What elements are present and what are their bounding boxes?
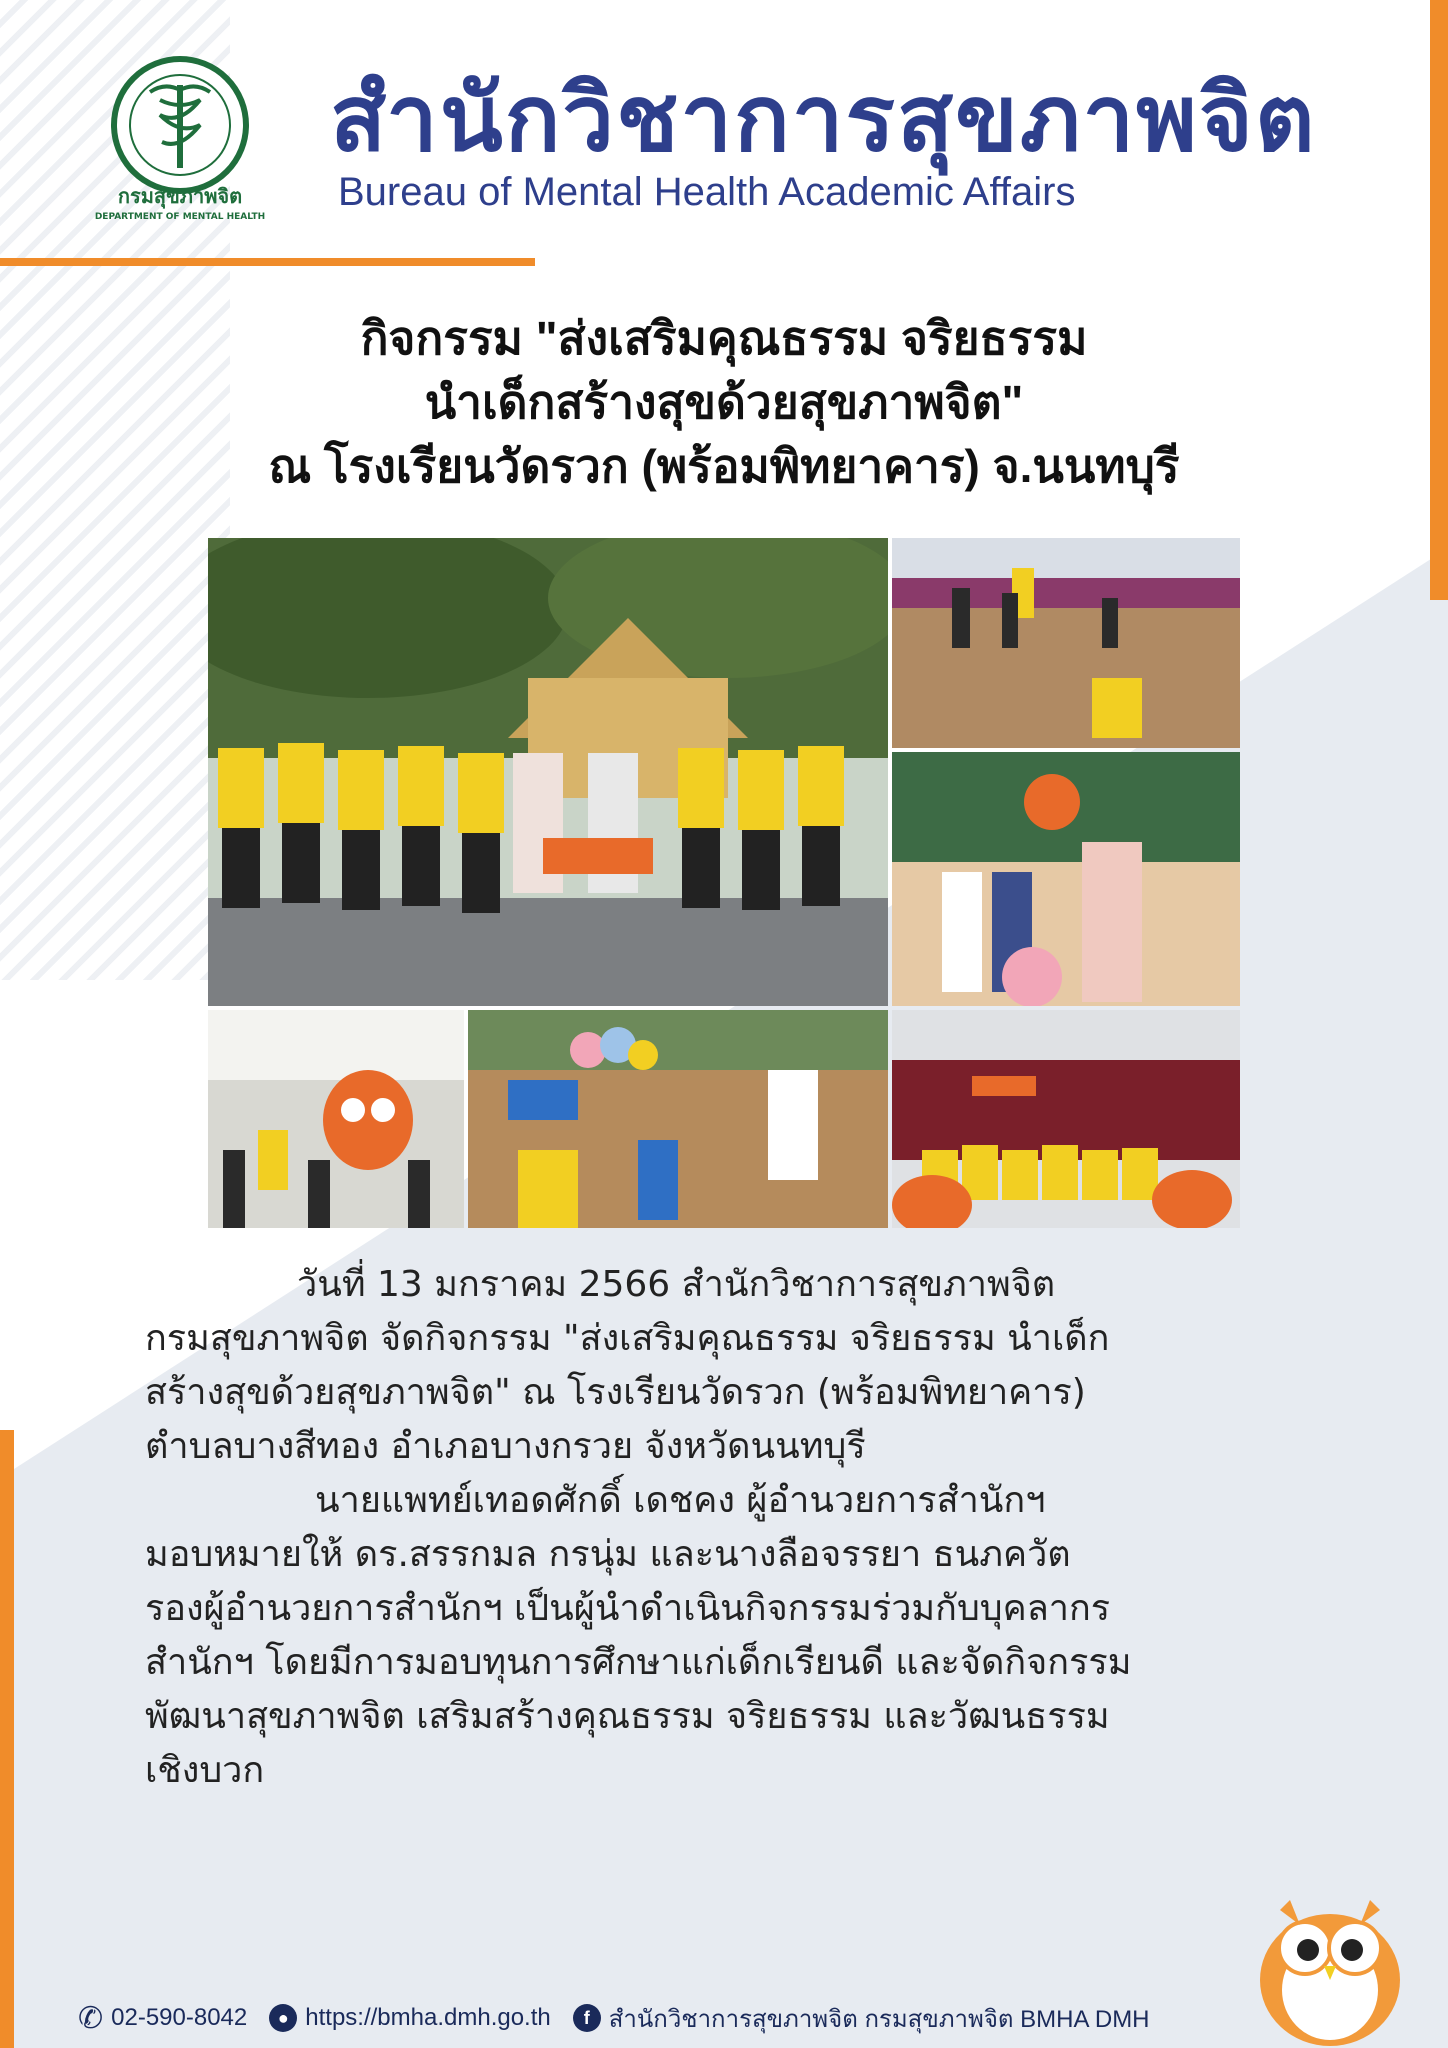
activity-photo-4 <box>468 1010 888 1228</box>
footer-phone <box>78 2001 247 2036</box>
body-line: พัฒนาสุขภาพจิต เสริมสร้างคุณธรรม จริยธรรม และวัฒนธรรม <box>145 1696 1110 1737</box>
body-line: รองผู้อำนวยการสำนักฯ เป็นผู้นำดำเนินกิจกรรมร่วมกับบุคลากร <box>145 1588 1111 1629</box>
footer-website[interactable] <box>269 2004 550 2032</box>
footer <box>78 1998 1278 2038</box>
activity-photo-1 <box>892 538 1240 748</box>
group-photo <box>208 538 888 1006</box>
title-line-3: ณ โรงเรียนวัดรวก (พร้อมพิทยาคาร) จ.นนทบุรี <box>268 440 1180 492</box>
article-body <box>145 1258 1345 1798</box>
activity-photo-2 <box>892 752 1240 1006</box>
globe-icon: ● <box>269 2004 297 2032</box>
activity-photo-5 <box>892 1010 1240 1228</box>
header-title-thai: สำนักวิชาการสุขภาพจิต <box>330 68 1317 170</box>
photo-collage <box>208 538 1240 1228</box>
facebook-icon: f <box>573 2004 601 2032</box>
title-line-1: กิจกรรม "ส่งเสริมคุณธรรม จริยธรรม <box>360 312 1088 364</box>
title-line-2: นำเด็กสร้างสุขด้วยสุขภาพจิต" <box>424 376 1024 428</box>
orange-edge-left <box>0 1430 14 2048</box>
footer-facebook[interactable] <box>573 1999 1150 2038</box>
body-line: สำนักฯ โดยมีการมอบทุนการศึกษาแก่เด็กเรียนดี และจัดกิจกรรม <box>145 1642 1132 1683</box>
phone-number: 02-590-8042 <box>111 2004 248 2031</box>
body-line: มอบหมายให้ ดร.สรรกมล กรนุ่ม และนางลือจรรยา ธนภควัต <box>145 1534 1071 1575</box>
logo-dept-en: DEPARTMENT OF MENTAL HEALTH <box>94 212 266 222</box>
orange-edge-right <box>1430 0 1448 600</box>
header-rule <box>0 258 535 266</box>
owl-mascot <box>1240 1870 1420 2048</box>
body-line: กรมสุขภาพจิต จัดกิจกรรม "ส่งเสริมคุณธรรม จริยธรรม นำเด็ก <box>145 1318 1110 1359</box>
logo-dept-thai: กรมสุขภาพจิต <box>117 184 243 208</box>
header-title-en: Bureau of Mental Health Academic Affairs <box>338 170 1076 214</box>
facebook-page[interactable]: สำนักวิชาการสุขภาพจิต กรมสุขภาพจิต BMHA DMH <box>608 2005 1150 2033</box>
body-line: เชิงบวก <box>145 1750 265 1791</box>
body-line: สร้างสุขด้วยสุขภาพจิต" ณ โรงเรียนวัดรวก (พร้อมพิทยาคาร) <box>145 1372 1086 1413</box>
phone-icon: ✆ <box>78 2001 104 2035</box>
body-line: ตำบลบางสีทอง อำเภอบางกรวย จังหวัดนนทบุรี <box>145 1426 866 1467</box>
activity-photo-3 <box>208 1010 464 1228</box>
page-title <box>60 306 1388 498</box>
body-line: วันที่ 13 มกราคม 2566 สำนักวิชาการสุขภาพจิต <box>297 1264 1056 1305</box>
body-line: นายแพทย์เทอดศักดิ์ เดชคง ผู้อำนวยการสำนักฯ <box>315 1480 1046 1521</box>
website-link[interactable]: https://bmha.dmh.go.th <box>305 2004 551 2031</box>
